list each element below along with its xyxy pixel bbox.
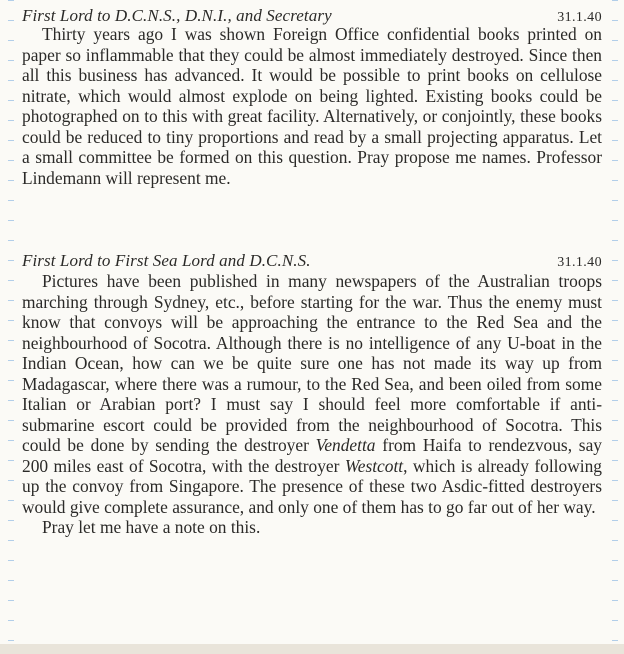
minute-1 bbox=[22, 6, 602, 188]
minute-2-date: 31.1.40 bbox=[557, 255, 602, 270]
ship-name-westcott: Westcott bbox=[344, 455, 404, 476]
minute-2-closing: Pray let me have a note on this. bbox=[42, 517, 261, 537]
minute-2-body-part2: from Haifa to rendezvous, say 200 miles east of Socotra, with the destroyer bbox=[22, 435, 602, 476]
minute-2-body bbox=[22, 271, 602, 517]
minute-2-heading: First Lord to First Sea Lord and D.C.N.S. bbox=[22, 251, 311, 270]
ship-name-vendetta: Vendetta bbox=[315, 435, 376, 455]
minute-1-date: 31.1.40 bbox=[557, 10, 602, 25]
page-bottom-edge bbox=[0, 644, 624, 654]
minute-2-header bbox=[22, 251, 602, 271]
minute-2 bbox=[22, 251, 602, 538]
minute-1-heading: First Lord to D.C.N.S., D.N.I., and Secretary bbox=[22, 6, 332, 25]
right-margin-rule bbox=[612, 0, 618, 654]
left-margin-rule bbox=[8, 0, 14, 654]
minute-2-body-part1: Pictures have been published in many newspapers of the Australian troops marching through Sydney, etc., before starting for the war. Thus the enemy must know that convoys will be approaching the entrance to the Red Sea and the neighbourhood of Socotra. Although there is no intelligence of any U-boat in the Indian Ocean, how can we be quite sure one has not made its way up from Madagascar, where there was a rumour, to the Red Sea, and been oiled from some Italian or Arabian port? I must say I should feel more comfortable if anti-submarine escort could be provided from the neighbourhood of Socotra. This could be done by sending the destroyer bbox=[22, 271, 602, 455]
minute-2-body-part3: , which is already following up the convoy from Singapore. The presence of these two Asdic-fitted destroyers would give complete assurance, and only one of them has to go far out of her way. bbox=[22, 455, 602, 517]
minute-1-header bbox=[22, 6, 602, 26]
minute-1-body: Thirty years ago I was shown Foreign Office confidential books printed on paper so inflammable that they could be almost immediately destroyed. Since then all this business has advanced. It would be possible to print books on cellulose nitrate, which would almost explode on being lighted. Existing books could be photographed on to this with great facility. Alternatively, or conjointly, these books could be reduced to tiny proportions and read by a small projecting apparatus. Let a small committee be formed on this question. Pray propose me names. Professor Lindemann will represent me. bbox=[22, 24, 602, 188]
